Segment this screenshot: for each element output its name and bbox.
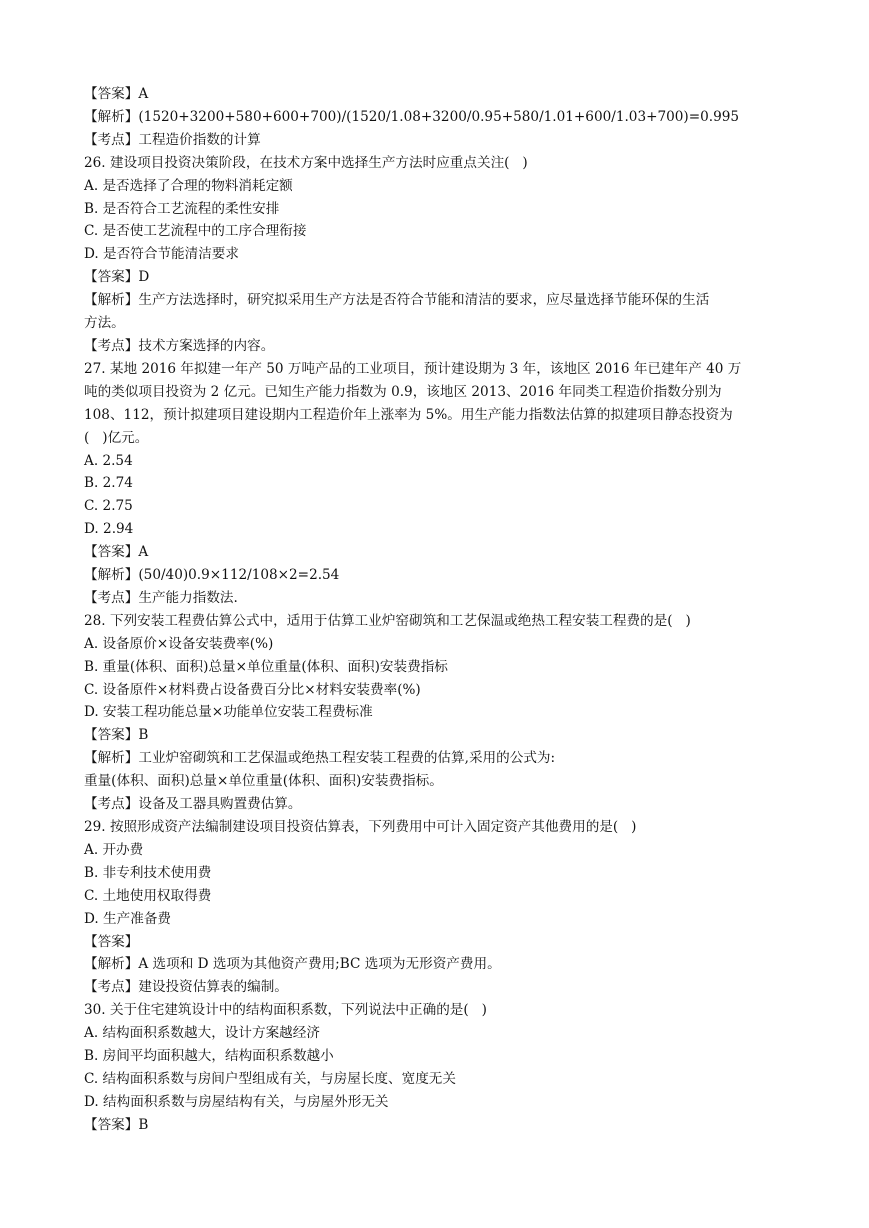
option-c: C. 结构面积系数与房间户型组成有关，与房屋长度、宽度无关: [84, 1070, 456, 1087]
option-b: B. 重量(体积、面积)总量×单位重量(体积、面积)安装费指标: [84, 658, 448, 675]
answer-line: 【答案】A: [84, 544, 149, 561]
keypoint-line: 【考点】设备及工器具购置费估算。: [84, 796, 302, 813]
option-a: A. 结构面积系数越大，设计方案越经济: [84, 1025, 320, 1042]
option-c: C. 土地使用权取得费: [84, 887, 212, 904]
answer-line: 【答案】B: [84, 1116, 149, 1133]
option-a: A. 设备原价×设备安装费率(%): [84, 635, 274, 652]
option-b: B. 非专利技术使用费: [84, 864, 212, 881]
keypoint-line: 【考点】建设投资估算表的编制。: [84, 979, 288, 996]
question-27-continued: 108、112，预计拟建项目建设期内工程造价年上涨率为 5%。用生产能力指数法估算的拟建项目静态投资为: [84, 406, 733, 423]
keypoint-line: 【考点】工程造价指数的计算: [84, 131, 261, 148]
answer-line: 【答案】D: [84, 269, 150, 286]
option-d: D. 结构面积系数与房屋结构有关，与房屋外形无关: [84, 1093, 389, 1110]
option-d: D. 安装工程功能总量×功能单位安装工程费标准: [84, 704, 373, 721]
keypoint-line: 【考点】生产能力指数法.: [84, 589, 238, 606]
document-body: [84, 83, 789, 1137]
question-27: 27. 某地 2016 年拟建一年产 50 万吨产品的工业项目，预计建设期为 3 年，该地区 2016 年已建年产 40 万: [84, 360, 742, 377]
question-28: 28. 下列安装工程费估算公式中，适用于估算工业炉窑砌筑和工艺保温或绝热工程安装工程费的是( ): [84, 612, 691, 629]
answer-line: 【答案】: [84, 933, 139, 950]
analysis-line: 【解析】工业炉窑砌筑和工艺保温或绝热工程安装工程费的估算,采用的公式为:: [84, 750, 556, 767]
answer-line: 【答案】A: [84, 86, 149, 102]
option-a: A. 开办费: [84, 841, 144, 858]
option-a: A. 2.54: [84, 452, 133, 469]
option-d: D. 生产准备费: [84, 910, 172, 927]
analysis-line: 【解析】(50/40)0.9×112/108×2=2.54: [84, 567, 340, 584]
question-30: 30. 关于住宅建筑设计中的结构面积系数，下列说法中正确的是( ): [84, 1002, 487, 1019]
analysis-line: 【解析】(1520+3200+580+600+700)/(1520/1.08+3200/0.95+580/1.01+600/1.03+700)=0.995: [84, 108, 740, 125]
question-27-continued: ( )亿元。: [84, 429, 149, 446]
question-27-continued: 吨的类似项目投资为 2 亿元。已知生产能力指数为 0.9，该地区 2013、2016 年同类工程造价指数分别为: [84, 383, 722, 400]
option-a: A. 是否选择了合理的物料消耗定额: [84, 177, 293, 194]
question-26: 26. 建设项目投资决策阶段，在技术方案中选择生产方法时应重点关注( ): [84, 154, 528, 171]
analysis-line-continued: 重量(体积、面积)总量×单位重量(体积、面积)安装费指标。: [84, 773, 443, 790]
answer-line: 【答案】B: [84, 727, 149, 744]
analysis-line-continued: 方法。: [84, 315, 125, 332]
option-d: D. 2.94: [84, 521, 134, 538]
analysis-line: 【解析】A 选项和 D 选项为其他资产费用;BC 选项为无形资产费用。: [84, 956, 501, 973]
keypoint-line: 【考点】技术方案选择的内容。: [84, 337, 275, 354]
option-b: B. 2.74: [84, 475, 133, 492]
option-c: C. 是否使工艺流程中的工序合理衔接: [84, 223, 307, 240]
question-29: 29. 按照形成资产法编制建设项目投资估算表，下列费用中可计入固定资产其他费用的是( ): [84, 819, 637, 835]
option-c: C. 2.75: [84, 498, 133, 515]
option-b: B. 是否符合工艺流程的柔性安排: [84, 200, 280, 217]
option-d: D. 是否符合节能清洁要求: [84, 246, 239, 263]
option-b: B. 房间平均面积越大，结构面积系数越小: [84, 1048, 334, 1065]
analysis-line: 【解析】生产方法选择时，研究拟采用生产方法是否符合节能和清洁的要求，应尽量选择节能环保的生活: [84, 292, 710, 309]
option-c: C. 设备原件×材料费占设备费百分比×材料安装费率(%): [84, 681, 421, 698]
